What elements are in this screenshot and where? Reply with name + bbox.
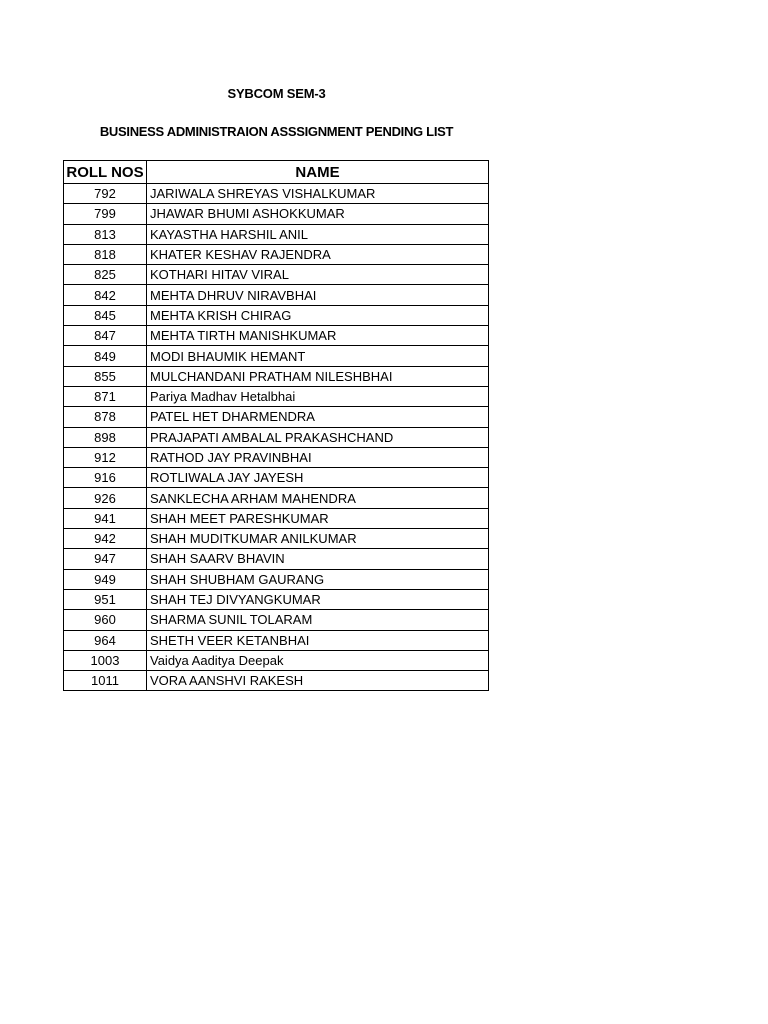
roll-number: 871 [64, 386, 147, 406]
roll-number: 849 [64, 346, 147, 366]
student-name: KOTHARI HITAV VIRAL [147, 265, 489, 285]
student-name: PRAJAPATI AMBALAL PRAKASHCHAND [147, 427, 489, 447]
roll-number: 941 [64, 508, 147, 528]
roll-number: 845 [64, 305, 147, 325]
table-row [64, 224, 489, 244]
table-row [64, 204, 489, 224]
roll-number: 855 [64, 366, 147, 386]
student-name: SHAH SAARV BHAVIN [147, 549, 489, 569]
name-header: NAME [147, 161, 489, 184]
table-row [64, 305, 489, 325]
table-row [64, 447, 489, 467]
student-name: PATEL HET DHARMENDRA [147, 407, 489, 427]
roll-number: 960 [64, 610, 147, 630]
document-title: SYBCOM SEM-3 [227, 86, 326, 101]
student-name: VORA AANSHVI RAKESH [147, 671, 489, 691]
student-name: ROTLIWALA JAY JAYESH [147, 468, 489, 488]
table-row [64, 427, 489, 447]
roll-number: 898 [64, 427, 147, 447]
roll-number: 825 [64, 265, 147, 285]
table-row [64, 508, 489, 528]
table-row [64, 671, 489, 691]
roll-number: 878 [64, 407, 147, 427]
roll-number: 1011 [64, 671, 147, 691]
student-name: MODI BHAUMIK HEMANT [147, 346, 489, 366]
roll-number: 947 [64, 549, 147, 569]
roll-number: 951 [64, 589, 147, 609]
student-name: RATHOD JAY PRAVINBHAI [147, 447, 489, 467]
roll-number: 847 [64, 326, 147, 346]
table-row [64, 468, 489, 488]
table-row [64, 630, 489, 650]
pending-list-table [63, 160, 489, 691]
roll-number: 916 [64, 468, 147, 488]
student-name: SHAH MUDITKUMAR ANILKUMAR [147, 529, 489, 549]
roll-number: 799 [64, 204, 147, 224]
table-row [64, 529, 489, 549]
student-name: Vaidya Aaditya Deepak [147, 650, 489, 670]
student-name: SHAH SHUBHAM GAURANG [147, 569, 489, 589]
student-name: MEHTA KRISH CHIRAG [147, 305, 489, 325]
table-header-row [64, 161, 489, 184]
student-name: SANKLECHA ARHAM MAHENDRA [147, 488, 489, 508]
table-row [64, 386, 489, 406]
student-name: KHATER KESHAV RAJENDRA [147, 244, 489, 264]
roll-number: 842 [64, 285, 147, 305]
table-row [64, 326, 489, 346]
student-name: JARIWALA SHREYAS VISHALKUMAR [147, 184, 489, 204]
roll-number: 926 [64, 488, 147, 508]
table-row [64, 285, 489, 305]
table-row [64, 244, 489, 264]
table-row [64, 589, 489, 609]
table-row [64, 569, 489, 589]
student-name: KAYASTHA HARSHIL ANIL [147, 224, 489, 244]
table-row [64, 650, 489, 670]
roll-number: 912 [64, 447, 147, 467]
student-name: SHAH TEJ DIVYANGKUMAR [147, 589, 489, 609]
document-subtitle: BUSINESS ADMINISTRAION ASSSIGNMENT PENDING LIST [99, 124, 454, 139]
roll-number: 964 [64, 630, 147, 650]
roll-number: 813 [64, 224, 147, 244]
roll-nos-header: ROLL NOS [64, 161, 147, 184]
student-name: SHARMA SUNIL TOLARAM [147, 610, 489, 630]
roll-number: 792 [64, 184, 147, 204]
roll-number: 942 [64, 529, 147, 549]
roll-number: 818 [64, 244, 147, 264]
table-row [64, 610, 489, 630]
student-name: SHAH MEET PARESHKUMAR [147, 508, 489, 528]
student-name: JHAWAR BHUMI ASHOKKUMAR [147, 204, 489, 224]
student-name: SHETH VEER KETANBHAI [147, 630, 489, 650]
roll-number: 1003 [64, 650, 147, 670]
table-row [64, 184, 489, 204]
student-name: Pariya Madhav Hetalbhai [147, 386, 489, 406]
table-row [64, 549, 489, 569]
student-name: MEHTA TIRTH MANISHKUMAR [147, 326, 489, 346]
table-row [64, 407, 489, 427]
table-row [64, 346, 489, 366]
table-row [64, 366, 489, 386]
table-row [64, 488, 489, 508]
student-name: MEHTA DHRUV NIRAVBHAI [147, 285, 489, 305]
roll-number: 949 [64, 569, 147, 589]
student-name: MULCHANDANI PRATHAM NILESHBHAI [147, 366, 489, 386]
table-row [64, 265, 489, 285]
